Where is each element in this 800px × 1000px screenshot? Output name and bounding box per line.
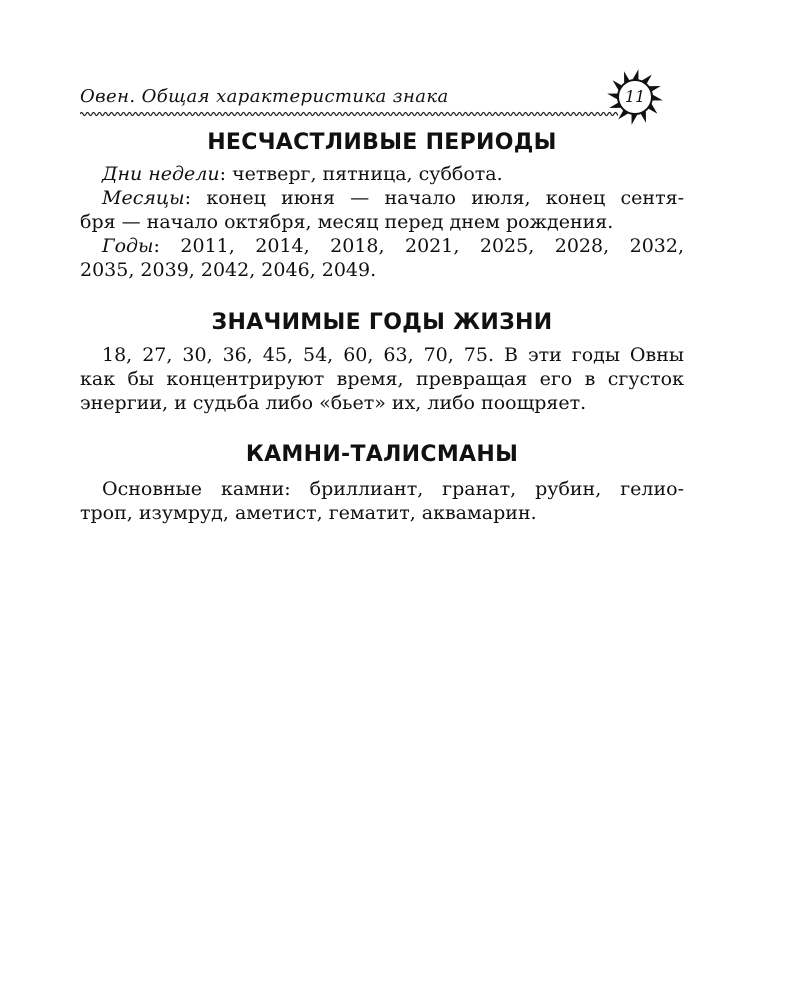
stones-line-2: троп, изумруд, аметист, гематит, аквамарин.	[80, 502, 537, 524]
page-number: 11	[624, 87, 646, 106]
significant-years-line-2: как бы концентрируют время, превращая его в сгусток	[80, 368, 684, 390]
years-value-part-1: : 2011, 2014, 2018, 2021, 2025, 2028, 2032,	[153, 235, 684, 257]
section-heading-unlucky-periods: НЕСЧАСТЛИВЫЕ ПЕРИОДЫ	[207, 130, 557, 155]
months-line-1	[80, 186, 684, 210]
stones-line-1: Основные камни: бриллиант, гранат, рубин, гелио-	[102, 478, 684, 500]
significant-years-line-1: 18, 27, 30, 36, 45, 54, 60, 63, 70, 75. В эти годы Овны	[102, 344, 684, 366]
years-line-1	[80, 234, 684, 258]
years-line-2: 2035, 2039, 2042, 2046, 2049.	[80, 259, 377, 281]
section-heading-significant-years: ЗНАЧИМЫЕ ГОДЫ ЖИЗНИ	[211, 310, 553, 335]
header-wavy-rule	[80, 110, 618, 118]
significant-years-line-3: энергии, и судьба либо «бьет» их, либо поощряет.	[80, 392, 587, 414]
days-of-week-label: Дни недели	[102, 163, 220, 185]
section-heading-talisman-stones: КАМНИ-ТАЛИСМАНЫ	[245, 442, 519, 467]
days-of-week-line	[80, 162, 684, 186]
months-value-part-1: : конец июня — начало июля, конец сентя-	[184, 187, 684, 209]
running-header-title: Овен. Общая характеристика знака	[80, 86, 449, 107]
months-label: Месяцы	[102, 187, 185, 209]
days-of-week-value: : четверг, пятница, суббота.	[219, 163, 503, 185]
months-line-2: бря — начало октября, месяц перед днем рождения.	[80, 211, 614, 233]
years-label: Годы	[102, 235, 154, 257]
